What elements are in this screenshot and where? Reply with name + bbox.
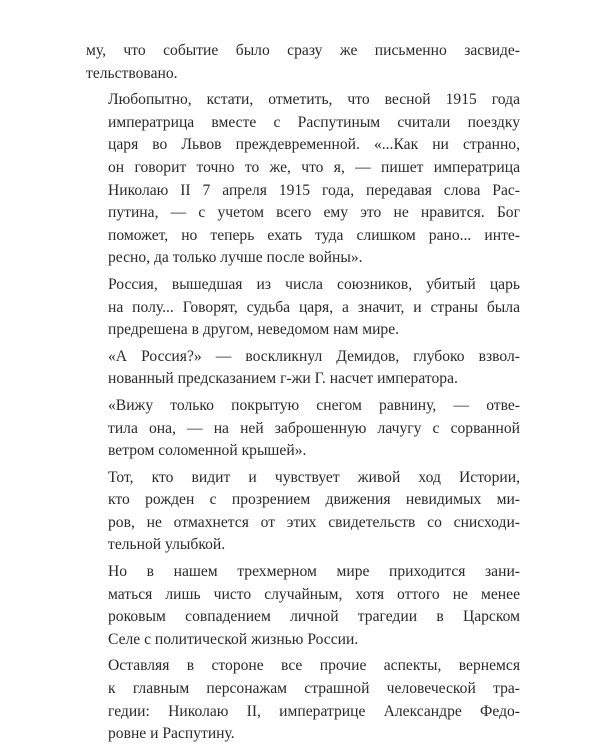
paragraph-6 — [86, 467, 520, 557]
text-line: Селе с политической жизнью России. — [108, 630, 359, 648]
text-line: Тот, кто видит и чувствует живой ход Истории, — [108, 468, 520, 486]
text-line: маться лишь чисто случайным, хотя оттого не менее — [108, 585, 520, 603]
text-line: на полу... Говорят, судьба царя, а значит, и страны была — [108, 298, 520, 316]
text-line: ресно, да только лучше после войны». — [108, 249, 363, 267]
text-line: Но в нашем трехмерном мире приходится зани- — [108, 563, 520, 581]
text-line: «А Россия?» — воскликнул Демидов, глубоко взвол- — [108, 347, 520, 365]
paragraph-8 — [86, 655, 520, 745]
text-line: «Вижу только покрытую снегом равнину, — отве- — [108, 396, 520, 414]
paragraph-7 — [86, 561, 520, 651]
text-line: царя во Львов преждевременной. «...Как ни странно, — [108, 136, 520, 154]
text-line: му, что событие было сразу же письменно засвиде- — [86, 42, 520, 59]
paragraph-5 — [86, 395, 520, 463]
text-line: тельствовано. — [86, 64, 178, 82]
text-line: гедии: Николаю II, императрице Александре Федо- — [108, 702, 520, 720]
paragraph-3 — [86, 274, 520, 342]
text-line: Любопытно, кстати, отметить, что весной 1915 года — [108, 91, 520, 109]
paragraph-1 — [86, 40, 520, 85]
book-page-text — [86, 40, 520, 750]
text-line: Николаю II 7 апреля 1915 года, передавая слова Рас- — [108, 181, 520, 199]
text-line: предрешена в другом, неведомом нам мире. — [108, 321, 400, 339]
text-line: ров, не отмахнется от этих свидетельств со снисходи- — [108, 513, 520, 531]
text-line: Оставляя в стороне все прочие аспекты, вернемся — [108, 657, 520, 675]
paragraph-4 — [86, 346, 520, 391]
text-line: роковым совпадением личной трагедии в Царском — [108, 608, 520, 626]
text-line: тила она, — на ней заброшенную лачугу с сорванной — [108, 419, 520, 437]
text-line: он говорит точно то же, что я, — пишет императрица — [108, 158, 520, 176]
text-line: ветром соломенной крышей». — [108, 442, 307, 460]
text-line: к главным персонажам страшной человеческой тра- — [108, 680, 520, 698]
text-line: путина, — с учетом всего ему это не нравится. Бог — [108, 204, 520, 222]
paragraph-2 — [86, 89, 520, 270]
text-line: кто рожден с прозрением движения невидимых ми- — [108, 491, 520, 509]
text-line: Россия, вышедшая из числа союзников, убитый царь — [108, 275, 520, 293]
text-line: ровне и Распутину. — [108, 725, 235, 743]
text-line: тельной улыбкой. — [108, 536, 226, 554]
text-line: императрица вместе с Распутиным считали поездку — [108, 113, 520, 131]
text-line: нованный предсказанием г-жи Г. насчет императора. — [108, 370, 458, 388]
text-line: поможет, но теперь ехать туда слишком рано... инте- — [108, 226, 520, 244]
